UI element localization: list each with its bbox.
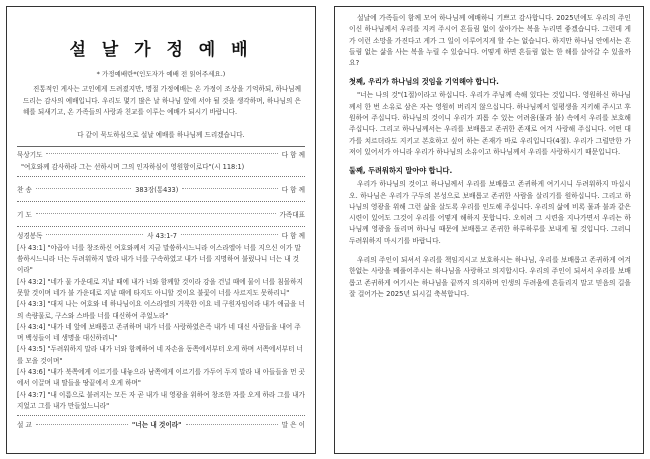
sermon-intro: 설날에 가족들이 함께 모여 하나님께 예배하니 기쁘고 감사합니다. 2025년에도 우리의 주인이신 하나님께서 우리를 지켜 주시어 흔들림 없이 살아가는 복을 누리면 좋겠습니다. 그런데 게가 이런 소망을 가진다고 게가 그 일이 이루어지게 할 수는 없습니다. 하지만 하나님 안에서는 흔들림 없는 삶을 사는 복을 누릴 수 있습니다. 어떻게 하면 흔들림 없는 한 해를 살아갈 수 있을까요?	[349, 14, 631, 68]
order-row-hymn	[17, 177, 305, 201]
sermon-conclusion: 우리의 주인이 되셔서 우리를 책임지시고 보호하시는 하나님, 우리를 보배롭고 존귀하게 여겨 한없는 사랑을 베풀어주시는 하나님을 사랑하고 의지합시다. 우리의 주인이 되셔서 우리를 보배롭고 존귀하게 여기시는 하나님을 끝까지 의지하며 인생의 두려움에 흔들리지 말고 믿음의 길을 잘 걸어가는 2025년 되시길 축복합니다.	[349, 256, 631, 298]
order-label: 묵상기도	[17, 150, 43, 159]
verse: [사 43:2] "네가 물 가운데로 지날 때에 내가 너와 함께할 것이라 강을 건널 때에 물이 너를 침몰하지 못할 것이며 네가 불 가운데로 지날 때에 타지도 아니할 것이요 불꽃이 너를 사르지도 못하리니"	[17, 277, 303, 297]
sermon-point-2-body: 우리가 하나님의 것이고 하나님께서 우리를 보배롭고 존귀하게 여기시니 두려워하지 마십시오. 하나님은 우리가 구두의 본성으로 보배롭고 존귀한 사람을 살리기를 원하십니다. 그리고 하나님의 영광을 위해 그런 삶을 살도록 우리를 인도해 주십니다. 우리의 삶에 비록 물과 불과 같은 시련이 있어도 그것이 우리를 어떻게 해하지 못합니다. 오히려 그 시련을 지나가면서 우리는 하나님께 영광을 돌리며 하나님 때문에 보배롭고 존귀한 하루하루를 보내게 될 것입니다. 그러니 두려워하지 마시기를 바랍니다.	[349, 180, 631, 245]
meditation-quote: "여호와께 감사하라 그는 선하시며 그의 인자하심이 영원함이로다"(시 118:1)	[21, 162, 245, 171]
verse: [사 43:7] "내 이름으로 불려지는 모든 자 곧 내가 내 영광을 위하여 창조한 자를 오게 하라 그를 내가 지었고 그를 내가 만들었느니라"	[17, 390, 305, 410]
order-leader: 가족대표	[279, 210, 305, 219]
order-leader: 다 함 께	[281, 150, 305, 159]
scripture-passage	[17, 243, 305, 412]
leader-dots	[181, 234, 278, 235]
leader-dots	[182, 188, 277, 189]
left-page	[6, 6, 316, 454]
sermon-title: "너는 내 것이라"	[131, 421, 182, 430]
page-title: 설 날 가 정 예 배	[69, 40, 253, 60]
sermon-point-1-heading: 첫째, 우리가 하나님의 것임을 기억해야 합니다.	[349, 77, 499, 87]
hymn-number: 383장(통433)	[135, 185, 179, 194]
leader-dots	[46, 153, 277, 154]
leader-dots	[186, 424, 278, 425]
order-row-scripture	[17, 227, 305, 243]
verse: [사 43:6] "내가 북쪽에게 이르기를 내놓으라 남쪽에게 이르기를 가두어 두지 말라 내 아들들을 먼 곳에서 이끌며 내 딸들을 땅끝에서 오게 하며"	[17, 368, 306, 388]
order-leader: 다 함 께	[281, 185, 305, 194]
order-label: 성경봉독	[17, 231, 43, 240]
intro-paragraph: 진통적인 게사는 고인에게 드려졌지만, 명절 가정예배는 온 가정이 조상을 기억하되, 하나님께 드리는 감사의 예배입니다. 우리도 몇기 많은 날 하나님 앞에 서야 될 것을 생각하며, 하나님의 은혜를 되새기고, 온 가족들의 사랑과 친교를 이루는 예배가 되시기 바랍니다.	[23, 85, 301, 117]
verse: [사 43:4] "내가 네 앞에 보배롭고 존귀하며 내가 너를 사랑하였은즉 내가 네 대신 사람들을 내어 주며 백성들이 네 생명을 대신하리니"	[17, 322, 301, 343]
order-row-sermon	[17, 416, 305, 432]
order-leader: 말 은 이	[281, 421, 305, 430]
sermon-point-1-body: "너는 나의 것"(1절)이라고 하십니다. 우리가 주님께 속해 있다는 것입니다. 영원하신 하나님께서 한 번 소유로 삼은 자는 영원히 버리지 않으십니다. 하나님께서 일평생을 지키해 주시고 후원하여 주십니다. 하나님의 것이니 우리가 괴롭 수 있는 어려움(물과 불) 속에서 우리를 보호해 주십니다. 그리고 하나님께서는 우리를 보배롭고 존귀한 존재로 여겨 사랑해 주십니다. 어떤 대가를 치르더라도 지키고 본호하고 싶어 하는 존재가 바로 우리입니다(4절). 우리가 그럴만한 가져이 있어서가 아니라 우리가 하나님의 소유이고 하나님께서 우리를 사랑하시기 때문입니다.	[349, 91, 631, 156]
verse: [사 43:5] "두려워하지 말라 내가 너와 함께하여 네 자손을 동쪽에서부터 오게 하며 서쪽에서부터 너를 모을 것이며"	[17, 345, 303, 365]
order-row-meditation	[17, 147, 305, 161]
order-leader: 다 함 께	[281, 231, 305, 240]
leader-dots	[36, 188, 131, 189]
order-label: 설 교	[17, 421, 32, 430]
verse: [사 43:3] "대저 나는 여호와 네 하나님이요 이스라엘의 거룩한 이요 네 구원자임이라 내가 애굽을 너의 속량물로, 구스와 스바를 너를 대신하여 주었노라"	[17, 300, 306, 320]
leader-dots	[36, 213, 276, 214]
scripture-reference: 사 43:1-7	[147, 231, 178, 240]
guide-note: * 가정예배란*(인도자가 예배 전 읽어주세요.)	[96, 70, 226, 78]
leader-dots	[46, 234, 143, 235]
leader-dots	[36, 424, 128, 425]
order-row-prayer	[17, 202, 305, 226]
order-label: 찬 송	[17, 185, 32, 194]
verse: [사 43:1] "야곱아 너를 창조하신 여호와께서 지금 말씀하시느니라 이스라엘아 너를 지으신 이가 말씀하시느니라 너는 두려워하지 말라 내가 너를 구속하였고 내가 너를 지명하여 불렀나니 너는 내 것이라"	[17, 243, 301, 275]
order-label: 기 도	[17, 210, 32, 219]
sermon-point-2-heading: 둘째, 두려워하지 말아야 합니다.	[349, 166, 453, 176]
right-page	[334, 6, 644, 454]
opening-line: 다 같이 묵도하심으로 설날 예배를 하나님께 드리겠습니다.	[77, 130, 245, 139]
